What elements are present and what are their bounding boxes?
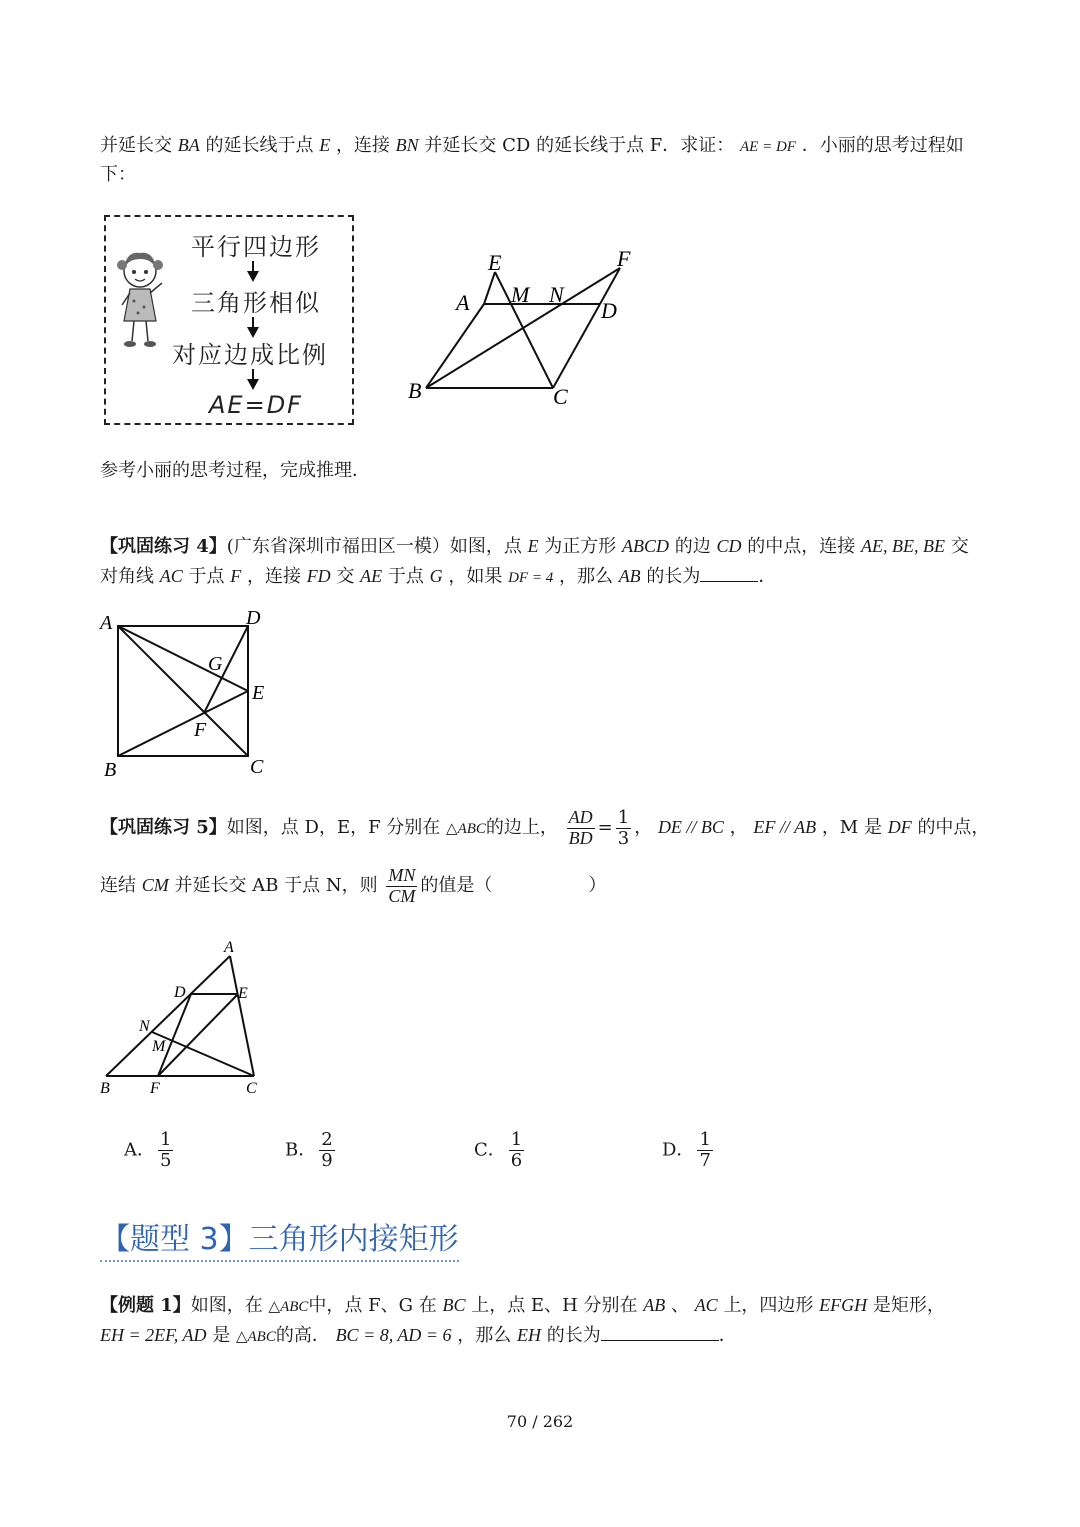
text: ，连接 bbox=[246, 566, 301, 587]
choice-a[interactable] bbox=[124, 1130, 176, 1171]
flow-step-2: 三角形相似 bbox=[191, 289, 321, 317]
math-triangle: △ABC bbox=[235, 1329, 276, 1345]
math-equation: AE = DF bbox=[740, 139, 796, 155]
text: 的高． bbox=[275, 1325, 330, 1346]
figure-parallelogram bbox=[400, 240, 650, 410]
math-segment: AB bbox=[618, 566, 641, 586]
text: 并延长交 bbox=[100, 135, 172, 156]
text: ，M 是 bbox=[821, 817, 882, 838]
label-point-G: G bbox=[208, 653, 223, 675]
text: ，如果 bbox=[448, 566, 503, 587]
fraction-mn-cm bbox=[386, 866, 417, 907]
text: 为正方形 bbox=[544, 536, 617, 557]
down-arrow-icon bbox=[246, 369, 260, 391]
instruction-text bbox=[100, 456, 370, 486]
math-segment: CD bbox=[716, 536, 742, 556]
text: ， bbox=[634, 817, 653, 838]
text: ．小丽的思考过程如 bbox=[801, 135, 964, 156]
math-values: BC = 8, AD = 6 bbox=[335, 1325, 452, 1345]
math-segment: AC bbox=[694, 1295, 718, 1315]
answer-blank bbox=[700, 563, 758, 582]
text: ． bbox=[758, 566, 777, 587]
text: 交 bbox=[336, 566, 355, 587]
text: 下： bbox=[100, 164, 136, 185]
fraction-denominator: 5 bbox=[160, 1149, 172, 1171]
math-segment: BC bbox=[442, 1295, 466, 1315]
practice-4-line-1 bbox=[100, 531, 969, 562]
text: 的中点， bbox=[917, 817, 990, 838]
example-1-line-2 bbox=[100, 1320, 737, 1352]
label-point-E: E bbox=[488, 250, 502, 275]
math-triangle: △ABC bbox=[446, 821, 486, 837]
label-point-F: F bbox=[617, 246, 631, 271]
math-segment: EH bbox=[517, 1325, 541, 1345]
label-point-D: D bbox=[174, 984, 186, 1001]
label-point-E: E bbox=[252, 682, 265, 704]
choice-label: C． bbox=[474, 1139, 506, 1161]
fraction-numerator: AD bbox=[568, 806, 593, 827]
label-point-E: E bbox=[238, 985, 248, 1002]
fraction-numerator: 1 bbox=[510, 1129, 523, 1150]
math-segment: AC bbox=[159, 566, 183, 586]
flow-step-1: 平行四边形 bbox=[191, 233, 321, 261]
text: 的边 bbox=[674, 536, 711, 557]
page-number: 70 / 262 bbox=[506, 1412, 574, 1431]
math-segment: CM bbox=[141, 875, 169, 895]
text: 、 bbox=[670, 1295, 689, 1316]
text: 上，点 E、H 分别在 bbox=[471, 1295, 638, 1316]
math-triangle: △ABC bbox=[268, 1299, 309, 1315]
choice-fraction bbox=[509, 1130, 524, 1171]
math-square: ABCD bbox=[622, 536, 670, 556]
fraction-one-third bbox=[616, 808, 631, 849]
label-point-F: F bbox=[150, 1080, 160, 1097]
math-segments: AE, BE, BE bbox=[860, 536, 945, 556]
label-point-A: A bbox=[456, 290, 470, 315]
label-point-M: M bbox=[152, 1038, 166, 1055]
text: 于点 bbox=[387, 566, 424, 587]
math-equation: DF = 4 bbox=[508, 570, 554, 586]
math-point: F bbox=[230, 566, 242, 586]
label-point-D: D bbox=[246, 607, 261, 629]
label-point-N: N bbox=[549, 282, 564, 307]
example-1-line-1 bbox=[100, 1290, 945, 1322]
label-point-F: F bbox=[194, 719, 207, 741]
text: 是矩形， bbox=[872, 1295, 945, 1316]
fraction-numerator: 1 bbox=[617, 806, 630, 828]
fraction-denominator: BD bbox=[568, 827, 593, 848]
choice-d[interactable] bbox=[662, 1130, 716, 1171]
fraction-denominator: 3 bbox=[617, 827, 630, 849]
text: 上，四边形 bbox=[723, 1295, 814, 1316]
fraction-numerator: 1 bbox=[160, 1129, 172, 1150]
math-point: G bbox=[429, 566, 443, 586]
text: 并延长交 CD 的延长线于点 F．求证： bbox=[424, 135, 735, 156]
label-point-B: B bbox=[104, 759, 117, 781]
fraction-numerator: 1 bbox=[699, 1129, 711, 1150]
flow-step-3: 对应边成比例 bbox=[172, 341, 328, 369]
text: 于点 bbox=[188, 566, 225, 587]
math-segment: DF bbox=[887, 817, 912, 837]
figure-square bbox=[96, 606, 276, 786]
choice-label: D． bbox=[662, 1139, 695, 1161]
problem-text-line-1 bbox=[100, 130, 964, 162]
fraction-numerator: MN bbox=[388, 864, 416, 885]
math-point: E bbox=[319, 135, 331, 155]
label-point-M: M bbox=[511, 282, 530, 307]
text: 连结 bbox=[100, 875, 136, 896]
text: (广东省深圳市福田区一模）如图，点 bbox=[226, 536, 522, 557]
math-segment: BA bbox=[177, 135, 200, 155]
math-point: E bbox=[527, 536, 539, 556]
choice-b[interactable] bbox=[285, 1130, 338, 1171]
choice-label: B． bbox=[285, 1139, 317, 1161]
example-tag: 【例题 1】 bbox=[100, 1295, 191, 1316]
practice-5-line-1 bbox=[100, 804, 989, 852]
label-point-N: N bbox=[139, 1018, 150, 1035]
label-point-B: B bbox=[408, 378, 422, 403]
text: ，那么 bbox=[457, 1325, 512, 1346]
text: 的值是（ bbox=[420, 875, 493, 896]
text: 的延长线于点 bbox=[205, 135, 314, 156]
fraction-numerator: 2 bbox=[321, 1129, 333, 1150]
answer-blank bbox=[601, 1322, 719, 1341]
text: ） bbox=[588, 875, 607, 896]
text: 中，点 F、G 在 bbox=[308, 1295, 437, 1316]
fraction-denominator: 7 bbox=[699, 1149, 711, 1171]
practice-tag: 【巩固练习 5】 bbox=[100, 817, 227, 838]
text: 如图，点 D，E，F 分别在 bbox=[226, 817, 441, 838]
math-condition: EH = 2EF, AD bbox=[100, 1325, 207, 1345]
thinking-flowchart bbox=[104, 215, 354, 425]
figure-triangle bbox=[94, 936, 274, 1100]
label-point-B: B bbox=[100, 1080, 110, 1097]
down-arrow-icon bbox=[246, 261, 260, 283]
text: 的中点，连接 bbox=[747, 536, 856, 557]
fraction-denominator: CM bbox=[388, 885, 416, 906]
label-point-C: C bbox=[246, 1080, 257, 1097]
text: 并延长交 AB 于点 N，则 bbox=[174, 875, 378, 896]
choice-fraction bbox=[319, 1130, 334, 1171]
fraction-ad-bd bbox=[567, 808, 595, 849]
text: ，那么 bbox=[558, 566, 613, 587]
text: 对角线 bbox=[100, 566, 154, 587]
label-point-D: D bbox=[601, 298, 617, 323]
fraction-denominator: 9 bbox=[321, 1149, 333, 1171]
math-segment: FD bbox=[306, 566, 331, 586]
math-equals: = bbox=[597, 817, 613, 838]
flow-step-4: AE=DF bbox=[209, 391, 303, 419]
text: ． bbox=[718, 1325, 737, 1346]
text: 的边上， bbox=[485, 817, 558, 838]
section-title: 【题型 3】三角形内接矩形 bbox=[100, 1214, 459, 1262]
text: 如图，在 bbox=[190, 1295, 263, 1316]
text: 是 bbox=[212, 1325, 231, 1346]
math-parallel: EF // AB bbox=[753, 817, 817, 837]
label-point-A: A bbox=[100, 612, 113, 634]
text: 的长为 bbox=[646, 566, 701, 587]
practice-tag: 【巩固练习 4】 bbox=[100, 536, 227, 557]
problem-text-line-2 bbox=[100, 160, 136, 190]
math-segment: AE bbox=[360, 566, 383, 586]
math-parallel: DE // BC bbox=[657, 817, 724, 837]
text: 交 bbox=[950, 536, 969, 557]
choice-fraction bbox=[158, 1130, 173, 1171]
choice-c[interactable] bbox=[474, 1130, 527, 1171]
math-segment: AB bbox=[643, 1295, 666, 1315]
fraction-denominator: 6 bbox=[510, 1149, 523, 1171]
label-point-A: A bbox=[224, 939, 234, 956]
practice-4-line-2 bbox=[100, 561, 776, 593]
practice-5-line-2 bbox=[100, 862, 606, 909]
choice-label: A． bbox=[124, 1139, 155, 1161]
text: ， bbox=[729, 817, 748, 838]
label-point-C: C bbox=[553, 384, 568, 409]
choice-fraction bbox=[697, 1130, 712, 1171]
math-rectangle: EFGH bbox=[819, 1295, 868, 1315]
text: 的长为 bbox=[546, 1325, 601, 1346]
label-point-C: C bbox=[250, 756, 264, 778]
text: ，连接 bbox=[335, 135, 390, 156]
math-segment: BN bbox=[395, 135, 419, 155]
text: 参考小丽的思考过程，完成推理． bbox=[100, 460, 370, 481]
